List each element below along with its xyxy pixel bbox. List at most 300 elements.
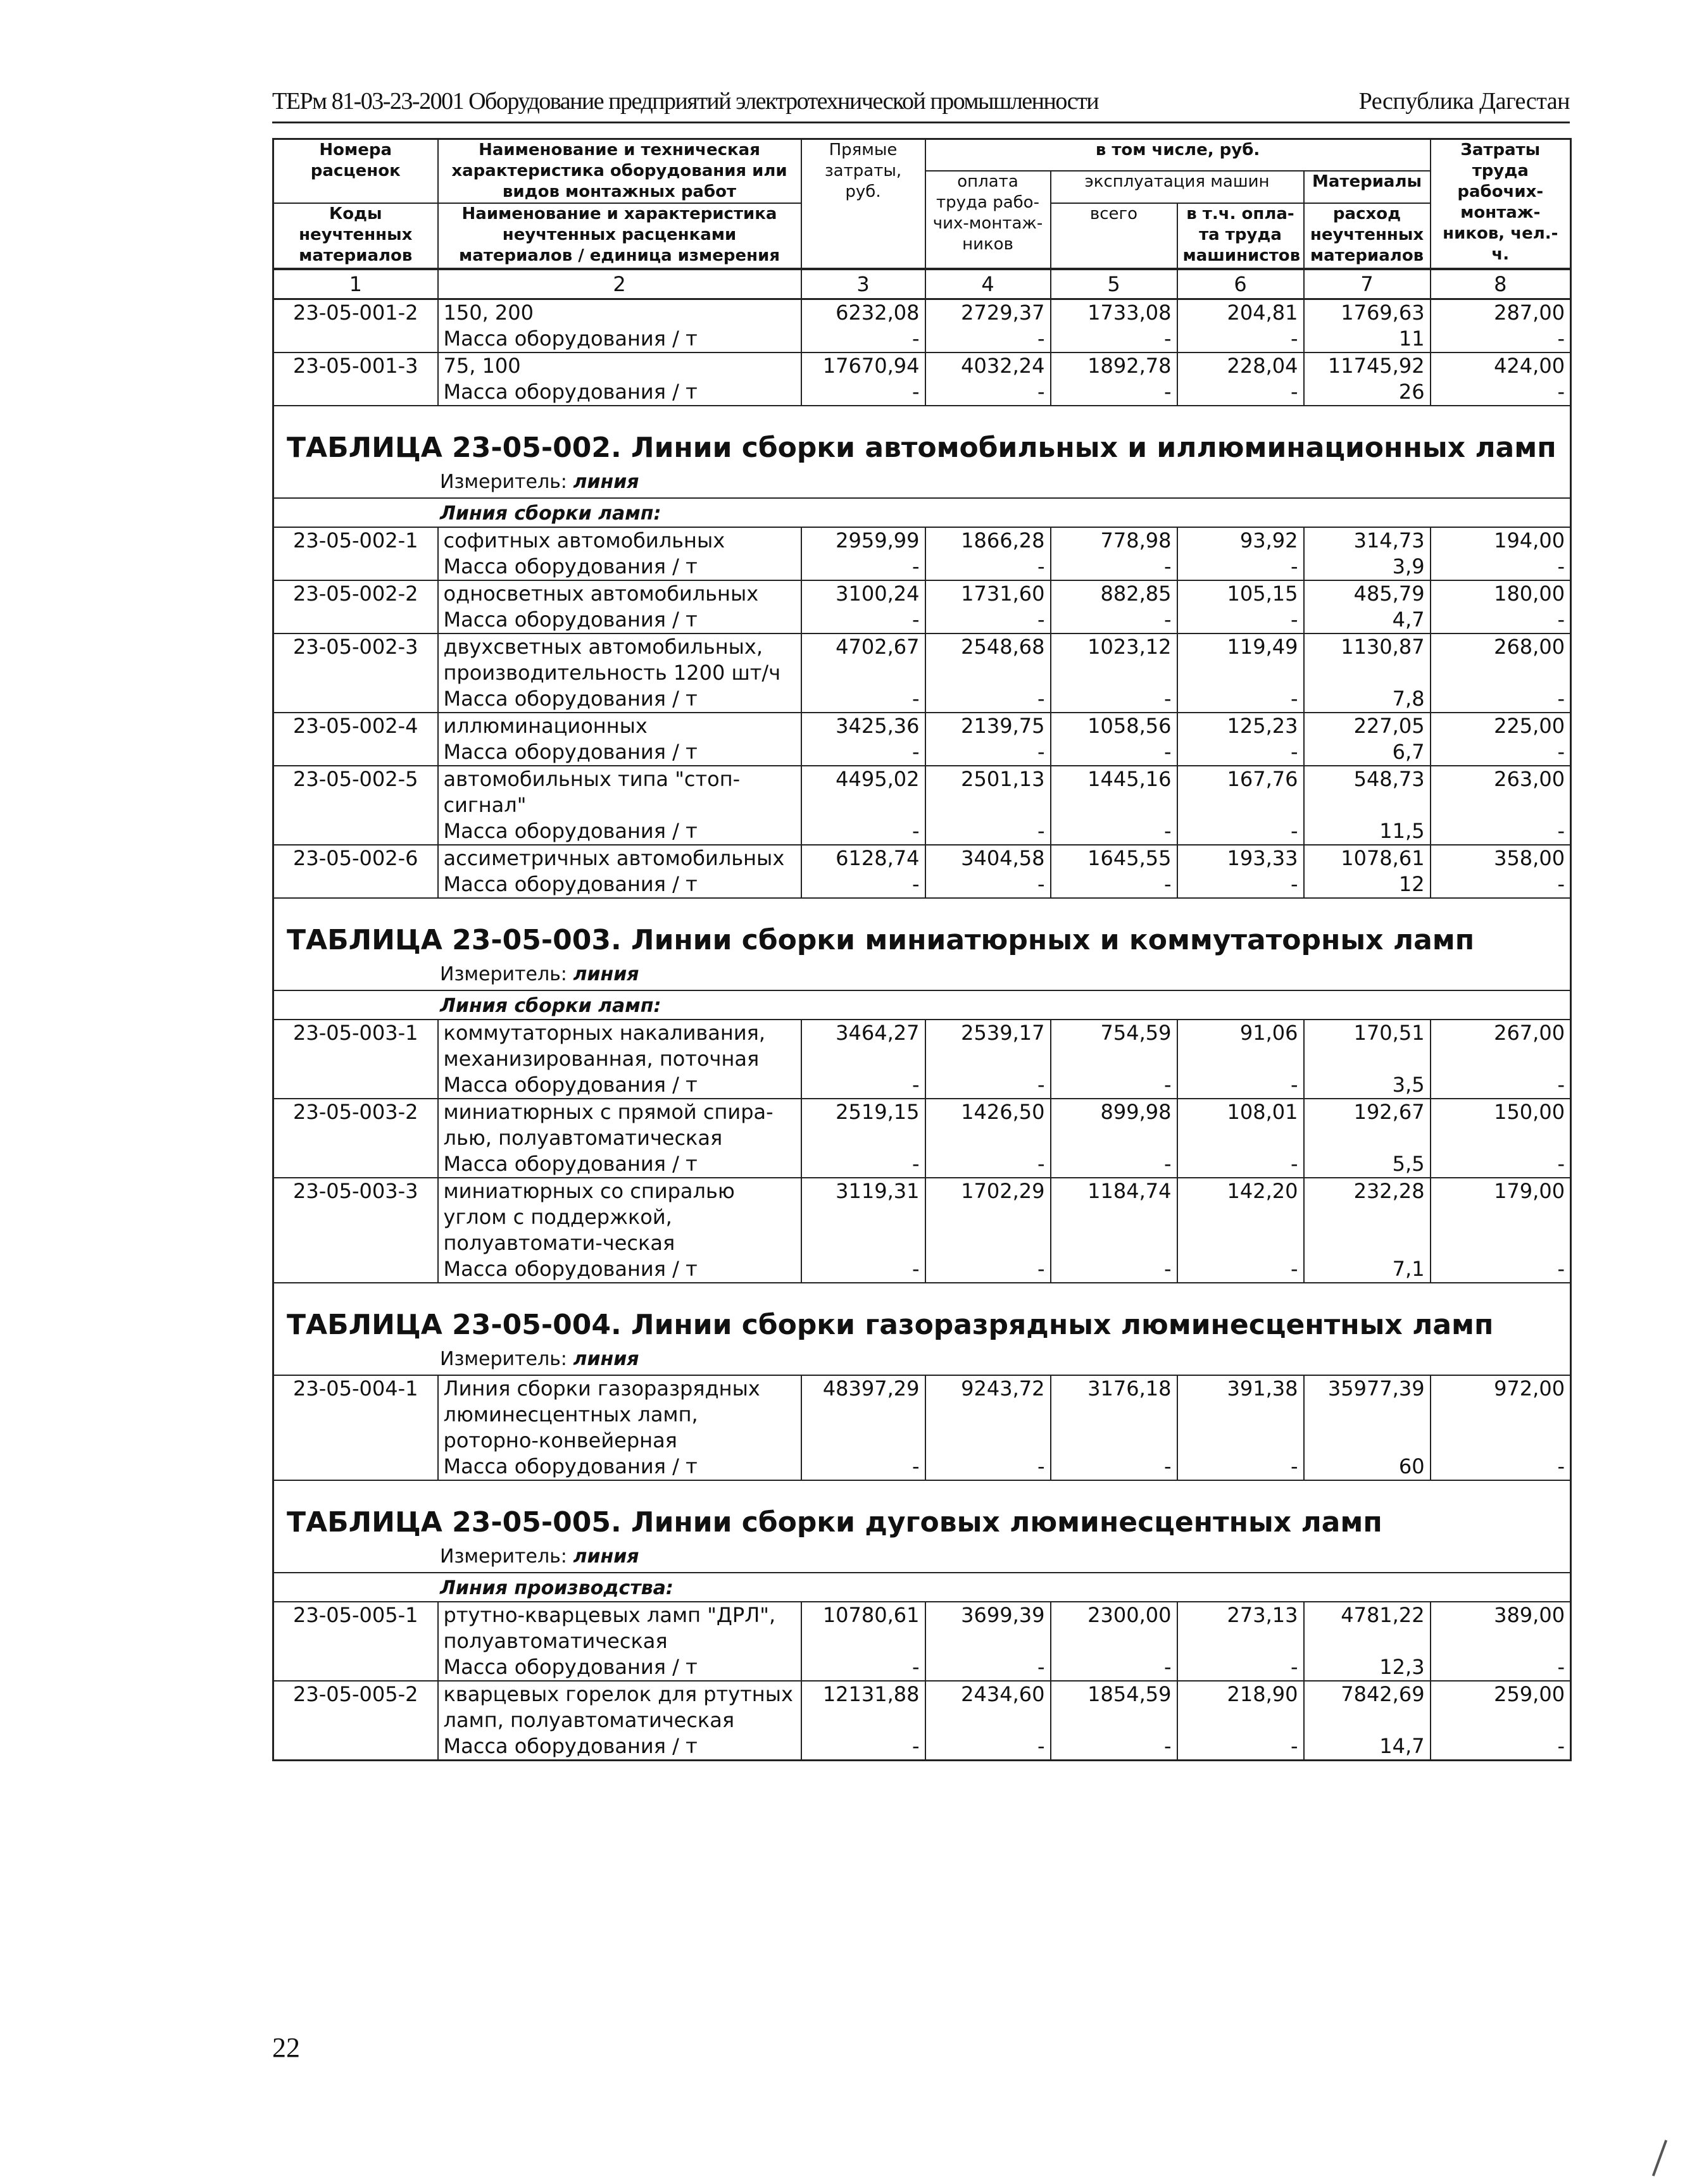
- empty-code: [273, 1072, 438, 1099]
- dash-cell: -: [801, 1256, 925, 1283]
- dash-cell: -: [1051, 739, 1177, 766]
- value-cell: 424,00: [1431, 353, 1571, 379]
- region-name: Республика Дагестан: [1358, 88, 1570, 115]
- work-name: иллюминационных: [438, 713, 801, 739]
- mass-row: [273, 686, 1571, 713]
- dash-cell: -: [1177, 1072, 1304, 1099]
- value-cell: 485,79: [1304, 580, 1431, 607]
- value-cell: 2539,17: [925, 1020, 1051, 1072]
- mass-value: 4,7: [1304, 607, 1431, 633]
- value-cell: 9243,72: [925, 1375, 1051, 1454]
- work-name: миниатюрных с прямой спира-лью, полуавтоматическая: [438, 1099, 801, 1151]
- rate-code: 23-05-002-1: [273, 527, 438, 554]
- table-title: ТАБЛИЦА 23-05-004. Линии сборки газоразрядных люминесцентных ламп: [273, 1283, 1571, 1347]
- dash-cell: -: [1177, 1654, 1304, 1681]
- value-cell: 4781,22: [1304, 1602, 1431, 1654]
- dash-cell: -: [801, 1072, 925, 1099]
- empty-code: [273, 1454, 438, 1480]
- work-name: ртутно-кварцевых ламп "ДРЛ", полуавтоматическая: [438, 1602, 801, 1654]
- mass-label: Масса оборудования / т: [438, 1733, 801, 1761]
- empty-code: [273, 871, 438, 898]
- table-row: [273, 527, 1571, 554]
- value-cell: 35977,39: [1304, 1375, 1431, 1454]
- value-cell: 1645,55: [1051, 845, 1177, 871]
- measure-unit: линия: [573, 1545, 639, 1568]
- empty-code: [273, 739, 438, 766]
- measure-unit: линия: [573, 963, 639, 985]
- header-machines-total: всего: [1051, 203, 1177, 269]
- table-row: [273, 1020, 1571, 1072]
- mass-label: Масса оборудования / т: [438, 326, 801, 353]
- dash-cell: -: [1051, 379, 1177, 406]
- dash-cell: -: [925, 1072, 1051, 1099]
- value-cell: 108,01: [1177, 1099, 1304, 1151]
- dash-cell: -: [801, 686, 925, 713]
- value-cell: 882,85: [1051, 580, 1177, 607]
- dash-cell: -: [1557, 1257, 1565, 1281]
- empty-code: [273, 818, 438, 845]
- dash-cell: -: [1177, 1256, 1304, 1283]
- dash-cell: -: [1177, 1454, 1304, 1480]
- value-cell: 287,00: [1431, 299, 1571, 327]
- empty-code: [273, 554, 438, 580]
- value-cell: 2519,15: [801, 1099, 925, 1151]
- measure-unit: линия: [573, 471, 639, 493]
- value-cell: 3176,18: [1051, 1375, 1177, 1454]
- value-cell: 1866,28: [925, 527, 1051, 554]
- work-name: 75, 100: [438, 353, 801, 379]
- header-material-codes: Коды неучтенных материалов: [273, 203, 438, 269]
- mass-label: Масса оборудования / т: [438, 607, 801, 633]
- work-name: 150, 200: [438, 299, 801, 327]
- mass-value: 26: [1304, 379, 1431, 406]
- table-title-row: [273, 1283, 1571, 1347]
- value-cell: 314,73: [1304, 527, 1431, 554]
- value-cell: 204,81: [1177, 299, 1304, 327]
- dash-cell: -: [1557, 1655, 1565, 1679]
- value-cell: 179,00: [1431, 1178, 1571, 1256]
- value-cell: 273,13: [1177, 1602, 1304, 1654]
- table-row: [273, 353, 1571, 379]
- mass-row: [273, 379, 1571, 406]
- header-labor-hours: Затраты труда рабочих-монтаж-ников, чел.-ч.: [1431, 139, 1571, 270]
- column-number: 5: [1051, 269, 1177, 299]
- mass-row: [273, 739, 1571, 766]
- value-cell: 6128,74: [801, 845, 925, 871]
- dash-cell: -: [1177, 554, 1304, 580]
- value-cell: 91,06: [1177, 1020, 1304, 1072]
- dash-cell: -: [1177, 607, 1304, 633]
- mass-value: 7,8: [1304, 686, 1431, 713]
- dash-cell: -: [1557, 1454, 1565, 1478]
- value-cell: 268,00: [1431, 633, 1571, 686]
- rate-code: 23-05-002-4: [273, 713, 438, 739]
- value-cell: 3404,58: [925, 845, 1051, 871]
- header-worker-pay: оплата труда рабо-чих-монтаж-ников: [925, 171, 1051, 270]
- mass-row: [273, 1654, 1571, 1681]
- measure-label: Измеритель:: [440, 1545, 567, 1568]
- mass-value: 7,1: [1304, 1256, 1431, 1283]
- dash-cell: -: [925, 607, 1051, 633]
- mass-value: 12,3: [1304, 1654, 1431, 1681]
- value-cell: 1130,87: [1304, 633, 1431, 686]
- rate-code: 23-05-003-2: [273, 1099, 438, 1151]
- value-cell: 11745,92: [1304, 353, 1431, 379]
- measure-row: [273, 1544, 1571, 1573]
- value-cell: 1184,74: [1051, 1178, 1177, 1256]
- mass-label: Масса оборудования / т: [438, 1072, 801, 1099]
- measure-row: [273, 470, 1571, 498]
- dash-cell: -: [1051, 1454, 1177, 1480]
- table-row: [273, 1681, 1571, 1733]
- table-row: [273, 1602, 1571, 1654]
- table-title: ТАБЛИЦА 23-05-003. Линии сборки миниатюрных и коммутаторных ламп: [273, 898, 1571, 962]
- rate-code: 23-05-001-3: [273, 353, 438, 379]
- column-number: 7: [1304, 269, 1431, 299]
- value-cell: 232,28: [1304, 1178, 1431, 1256]
- value-cell: 2959,99: [801, 527, 925, 554]
- measure-cell: [273, 470, 1571, 498]
- group-label: Линия производства:: [273, 1573, 1571, 1602]
- dash-cell: -: [801, 1151, 925, 1178]
- work-name: двухсветных автомобильных, производительность 1200 шт/ч: [438, 633, 801, 686]
- work-name: Линия сборки газоразрядных люминесцентных ламп, роторно-конвейерная: [438, 1375, 801, 1454]
- value-cell: 48397,29: [801, 1375, 925, 1454]
- value-cell: 2300,00: [1051, 1602, 1177, 1654]
- value-cell: 228,04: [1177, 353, 1304, 379]
- value-cell: 259,00: [1431, 1681, 1571, 1733]
- value-cell: 10780,61: [801, 1602, 925, 1654]
- mass-value: 3,9: [1304, 554, 1431, 580]
- value-cell: 391,38: [1177, 1375, 1304, 1454]
- value-cell: 125,23: [1177, 713, 1304, 739]
- value-cell: 4702,67: [801, 633, 925, 686]
- value-cell: 263,00: [1431, 766, 1571, 818]
- dash-cell: -: [1177, 379, 1304, 406]
- page-header: [272, 81, 1570, 119]
- table-title-row: [273, 406, 1571, 470]
- mass-label: Масса оборудования / т: [438, 739, 801, 766]
- dash-cell: -: [801, 607, 925, 633]
- mass-row: [273, 1454, 1571, 1480]
- mass-row: [273, 1733, 1571, 1761]
- dash-cell: -: [1557, 740, 1565, 764]
- value-cell: 2729,37: [925, 299, 1051, 327]
- mass-value: 11: [1304, 326, 1431, 353]
- value-cell: 2501,13: [925, 766, 1051, 818]
- table-body: [273, 269, 1571, 1761]
- table-row: [273, 1099, 1571, 1151]
- value-cell: 1023,12: [1051, 633, 1177, 686]
- mass-label: Масса оборудования / т: [438, 554, 801, 580]
- mass-row: [273, 554, 1571, 580]
- scan-mark: [1652, 2140, 1667, 2176]
- column-number: 6: [1177, 269, 1304, 299]
- measure-row: [273, 1347, 1571, 1375]
- value-cell: 4495,02: [801, 766, 925, 818]
- work-name: миниатюрных со спиралью углом с поддержкой, полуавтомати-ческая: [438, 1178, 801, 1256]
- value-cell: 1445,16: [1051, 766, 1177, 818]
- dash-cell: -: [1051, 1256, 1177, 1283]
- value-cell: 2139,75: [925, 713, 1051, 739]
- value-cell: 1078,61: [1304, 845, 1431, 871]
- value-cell: 227,05: [1304, 713, 1431, 739]
- value-cell: 1702,29: [925, 1178, 1051, 1256]
- value-cell: 548,73: [1304, 766, 1431, 818]
- value-cell: 3464,27: [801, 1020, 925, 1072]
- table-row: [273, 766, 1571, 818]
- value-cell: 150,00: [1431, 1099, 1571, 1151]
- measure-row: [273, 962, 1571, 990]
- work-name: коммутаторных накаливания, механизированная, поточная: [438, 1020, 801, 1072]
- empty-code: [273, 1256, 438, 1283]
- mass-row: [273, 1072, 1571, 1099]
- dash-cell: -: [801, 818, 925, 845]
- mass-value: 3,5: [1304, 1072, 1431, 1099]
- dash-cell: -: [1557, 1073, 1565, 1097]
- mass-value: 6,7: [1304, 739, 1431, 766]
- dash-cell: -: [1557, 1152, 1565, 1176]
- dash-cell: -: [925, 554, 1051, 580]
- page-number: 22: [272, 2032, 300, 2063]
- work-name: автомобильных типа "стоп-сигнал": [438, 766, 801, 818]
- dash-cell: -: [801, 871, 925, 898]
- value-cell: 225,00: [1431, 713, 1571, 739]
- measure-cell: [273, 1544, 1571, 1573]
- dash-cell: -: [1557, 327, 1565, 351]
- table-row: [273, 713, 1571, 739]
- empty-code: [273, 379, 438, 406]
- value-cell: 170,51: [1304, 1020, 1431, 1072]
- mass-row: [273, 607, 1571, 633]
- header-direct-costs: Прямые затраты, руб.: [801, 139, 925, 270]
- dash-cell: -: [1051, 1072, 1177, 1099]
- value-cell: 6232,08: [801, 299, 925, 327]
- rate-code: 23-05-005-2: [273, 1681, 438, 1733]
- dash-cell: -: [1177, 1151, 1304, 1178]
- dash-cell: -: [925, 818, 1051, 845]
- table-title: ТАБЛИЦА 23-05-002. Линии сборки автомобильных и иллюминационных ламп: [273, 406, 1571, 470]
- mass-label: Масса оборудования / т: [438, 379, 801, 406]
- column-number: 1: [273, 269, 438, 299]
- value-cell: 899,98: [1051, 1099, 1177, 1151]
- empty-code: [273, 1654, 438, 1681]
- value-cell: 194,00: [1431, 527, 1571, 554]
- value-cell: 3699,39: [925, 1602, 1051, 1654]
- mass-row: [273, 1151, 1571, 1178]
- value-cell: 3119,31: [801, 1178, 925, 1256]
- dash-cell: -: [1177, 686, 1304, 713]
- value-cell: 1426,50: [925, 1099, 1051, 1151]
- column-number: 3: [801, 269, 925, 299]
- dash-cell: -: [1051, 607, 1177, 633]
- measure-unit: линия: [573, 1348, 639, 1370]
- value-cell: 358,00: [1431, 845, 1571, 871]
- value-cell: 119,49: [1177, 633, 1304, 686]
- rate-code: 23-05-002-2: [273, 580, 438, 607]
- dash-cell: -: [1177, 871, 1304, 898]
- dash-cell: -: [1051, 326, 1177, 353]
- value-cell: 142,20: [1177, 1178, 1304, 1256]
- empty-code: [273, 326, 438, 353]
- dash-cell: -: [925, 1454, 1051, 1480]
- rate-code: 23-05-005-1: [273, 1602, 438, 1654]
- mass-label: Масса оборудования / т: [438, 686, 801, 713]
- dash-cell: -: [1051, 554, 1177, 580]
- value-cell: 1058,56: [1051, 713, 1177, 739]
- header-materials: Материалы: [1304, 171, 1431, 204]
- value-cell: 93,92: [1177, 527, 1304, 554]
- rate-code: 23-05-003-1: [273, 1020, 438, 1072]
- dash-cell: -: [1177, 739, 1304, 766]
- column-number: 8: [1431, 269, 1571, 299]
- value-cell: 167,76: [1177, 766, 1304, 818]
- group-label: Линия сборки ламп:: [273, 990, 1571, 1020]
- dash-cell: -: [801, 1654, 925, 1681]
- table-title-row: [273, 898, 1571, 962]
- dash-cell: -: [1051, 686, 1177, 713]
- empty-code: [273, 607, 438, 633]
- dash-cell: -: [925, 871, 1051, 898]
- mass-row: [273, 1256, 1571, 1283]
- header-operator-pay: в т.ч. опла-та труда машинистов: [1177, 203, 1304, 269]
- value-cell: 389,00: [1431, 1602, 1571, 1654]
- dash-cell: -: [1051, 871, 1177, 898]
- mass-row: [273, 871, 1571, 898]
- value-cell: 105,15: [1177, 580, 1304, 607]
- header-name: Наименование и техническая характеристика оборудования или видов монтажных работ: [438, 139, 801, 204]
- dash-cell: -: [925, 686, 1051, 713]
- header-machines: эксплуатация машин: [1051, 171, 1304, 204]
- dash-cell: -: [925, 326, 1051, 353]
- dash-cell: -: [925, 1256, 1051, 1283]
- dash-cell: -: [801, 379, 925, 406]
- group-row: [273, 1573, 1571, 1602]
- document-title: ТЕРм 81-03-23-2001 Оборудование предприятий электротехнической промышленности: [272, 88, 1099, 115]
- rate-code: 23-05-002-5: [273, 766, 438, 818]
- dash-cell: -: [801, 554, 925, 580]
- dash-cell: -: [801, 326, 925, 353]
- mass-label: Масса оборудования / т: [438, 1151, 801, 1178]
- value-cell: 7842,69: [1304, 1681, 1431, 1733]
- column-number: 4: [925, 269, 1051, 299]
- value-cell: 2548,68: [925, 633, 1051, 686]
- rates-table: [272, 138, 1572, 1761]
- empty-code: [273, 1151, 438, 1178]
- value-cell: 3425,36: [801, 713, 925, 739]
- value-cell: 2434,60: [925, 1681, 1051, 1733]
- header-including: в том числе, руб.: [925, 139, 1431, 171]
- measure-cell: [273, 962, 1571, 990]
- table-title-row: [273, 1480, 1571, 1544]
- dash-cell: -: [1177, 818, 1304, 845]
- dash-cell: -: [1177, 1733, 1304, 1761]
- mass-label: Масса оборудования / т: [438, 1654, 801, 1681]
- dash-cell: -: [1557, 380, 1565, 404]
- work-name: ассиметричных автомобильных: [438, 845, 801, 871]
- dash-cell: -: [1557, 819, 1565, 843]
- mass-label: Масса оборудования / т: [438, 871, 801, 898]
- mass-row: [273, 326, 1571, 353]
- work-name: софитных автомобильных: [438, 527, 801, 554]
- empty-code: [273, 686, 438, 713]
- dash-cell: -: [1557, 1734, 1565, 1758]
- value-cell: 1892,78: [1051, 353, 1177, 379]
- rate-code: 23-05-001-2: [273, 299, 438, 327]
- table-row: [273, 845, 1571, 871]
- value-cell: 12131,88: [801, 1681, 925, 1733]
- table-row: [273, 1375, 1571, 1454]
- value-cell: 4032,24: [925, 353, 1051, 379]
- dash-cell: -: [925, 379, 1051, 406]
- dash-cell: -: [925, 1654, 1051, 1681]
- dash-cell: -: [1557, 608, 1565, 632]
- mass-row: [273, 818, 1571, 845]
- value-cell: 1854,59: [1051, 1681, 1177, 1733]
- dash-cell: -: [1557, 687, 1565, 711]
- dash-cell: -: [1557, 872, 1565, 896]
- value-cell: 192,67: [1304, 1099, 1431, 1151]
- table-row: [273, 1178, 1571, 1256]
- mass-value: 5,5: [1304, 1151, 1431, 1178]
- dash-cell: -: [1051, 1151, 1177, 1178]
- dash-cell: -: [1177, 326, 1304, 353]
- value-cell: 267,00: [1431, 1020, 1571, 1072]
- dash-cell: -: [1051, 818, 1177, 845]
- header-rate-number: Номера расценок: [273, 139, 438, 204]
- header-material-consumption: расход неучтенных материалов: [1304, 203, 1431, 269]
- mass-value: 12: [1304, 871, 1431, 898]
- measure-label: Измеритель:: [440, 1348, 567, 1370]
- group-row: [273, 990, 1571, 1020]
- rate-code: 23-05-003-3: [273, 1178, 438, 1256]
- mass-value: 60: [1304, 1454, 1431, 1480]
- dash-cell: -: [925, 1733, 1051, 1761]
- value-cell: 778,98: [1051, 527, 1177, 554]
- table-row: [273, 580, 1571, 607]
- dash-cell: -: [1557, 554, 1565, 578]
- dash-cell: -: [1051, 1654, 1177, 1681]
- mass-label: Масса оборудования / т: [438, 1256, 801, 1283]
- column-numbers-row: [273, 269, 1571, 299]
- measure-cell: [273, 1347, 1571, 1375]
- rate-code: 23-05-002-6: [273, 845, 438, 871]
- rate-code: 23-05-004-1: [273, 1375, 438, 1454]
- value-cell: 193,33: [1177, 845, 1304, 871]
- header-material-names: Наименование и характеристика неучтенных расценками материалов / единица измерения: [438, 203, 801, 269]
- value-cell: 1733,08: [1051, 299, 1177, 327]
- measure-label: Измеритель:: [440, 963, 567, 985]
- value-cell: 972,00: [1431, 1375, 1571, 1454]
- mass-value: 14,7: [1304, 1733, 1431, 1761]
- work-name: односветных автомобильных: [438, 580, 801, 607]
- dash-cell: -: [801, 1733, 925, 1761]
- group-row: [273, 498, 1571, 527]
- dash-cell: -: [925, 739, 1051, 766]
- value-cell: 17670,94: [801, 353, 925, 379]
- dash-cell: -: [801, 1454, 925, 1480]
- value-cell: 180,00: [1431, 580, 1571, 607]
- header-rule: [272, 122, 1570, 123]
- rate-code: 23-05-002-3: [273, 633, 438, 686]
- table-row: [273, 299, 1571, 327]
- value-cell: 1769,63: [1304, 299, 1431, 327]
- mass-label: Масса оборудования / т: [438, 818, 801, 845]
- table-title: ТАБЛИЦА 23-05-005. Линии сборки дуговых люминесцентных ламп: [273, 1480, 1571, 1544]
- column-number: 2: [438, 269, 801, 299]
- measure-label: Измеритель:: [440, 471, 567, 493]
- mass-label: Масса оборудования / т: [438, 1454, 801, 1480]
